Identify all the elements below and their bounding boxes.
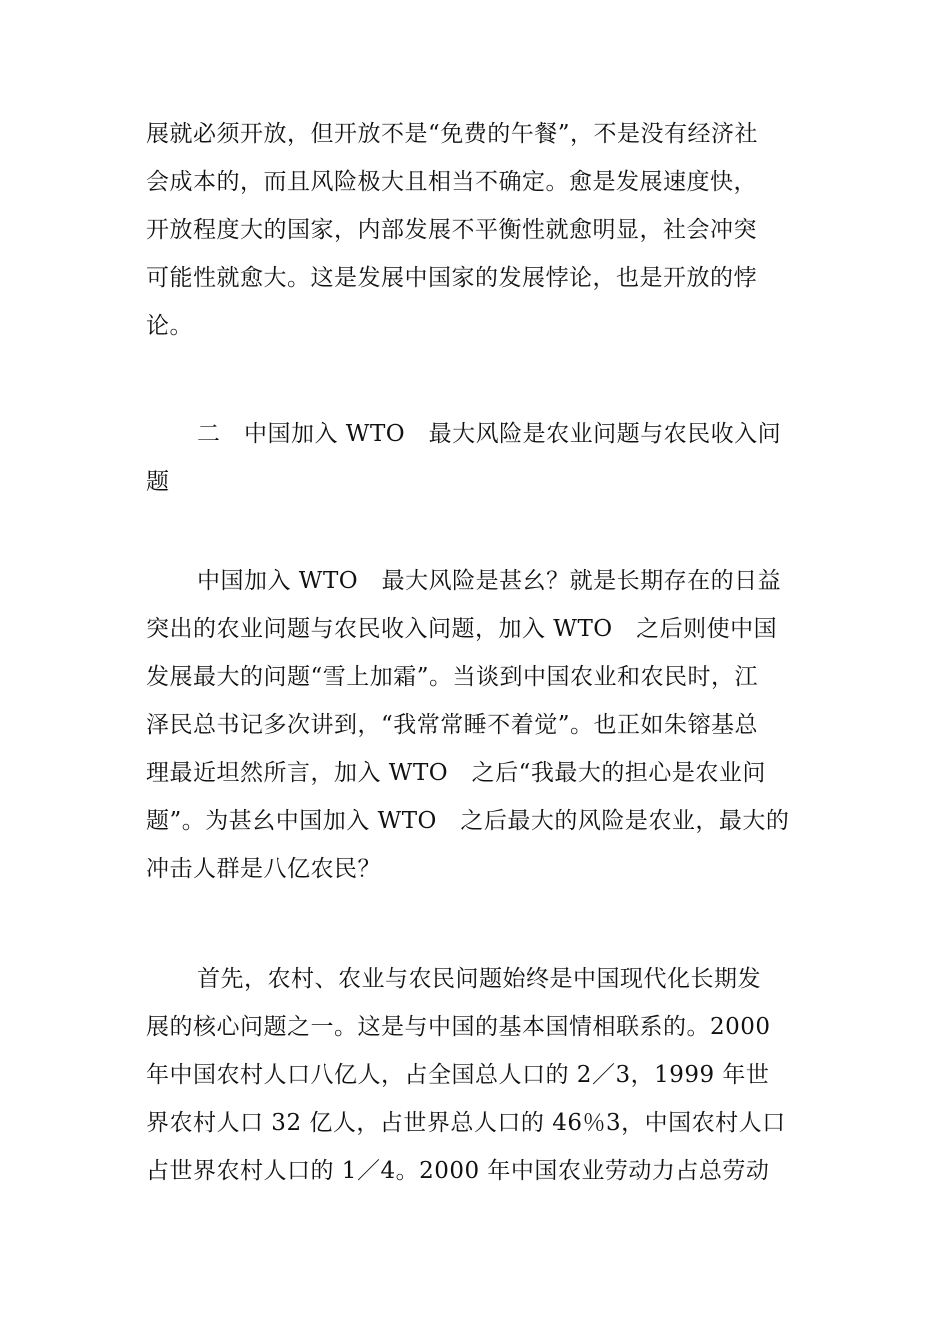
text-line: 突出的农业问题与农民收入问题，加入 WTO 之后则使中国	[146, 616, 778, 642]
text-line: 题”。为甚幺中国加入 WTO 之后最大的风险是农业，最大的	[146, 808, 790, 834]
paragraph-2	[146, 557, 806, 893]
text-line: 中国加入 WTO 最大风险是甚幺？就是长期存在的日益	[197, 568, 782, 594]
heading-line: 二 中国加入 WTO 最大风险是农业问题与农民收入问	[197, 421, 782, 447]
section-heading	[146, 410, 806, 506]
text-line: 占世界农村人口的 1／4。2000 年中国农业劳动力占总劳动	[146, 1158, 770, 1184]
text-line: 泽民总书记多次讲到，“我常常睡不着觉”。也正如朱镕基总	[146, 712, 759, 738]
text-line: 可能性就愈大。这是发展中国家的发展悖论，也是开放的悖	[146, 265, 757, 291]
text-line: 发展最大的问题“雪上加霜”。当谈到中国农业和农民时，江	[146, 664, 759, 690]
text-line: 首先，农村、农业与农民问题始终是中国现代化长期发	[197, 966, 761, 992]
text-line: 会成本的，而且风险极大且相当不确定。愈是发展速度快，	[146, 169, 757, 195]
text-line: 论。	[146, 313, 193, 339]
text-line: 理最近坦然所言，加入 WTO 之后“我最大的担心是农业问	[146, 760, 766, 786]
text-line: 展就必须开放，但开放不是“免费的午餐”，不是没有经济社	[146, 121, 759, 147]
text-line: 冲击人群是八亿农民？	[146, 856, 381, 882]
paragraph-1	[146, 110, 806, 350]
heading-line: 题	[146, 469, 170, 495]
text-line: 界农村人口 32 亿人，占世界总人口的 46％3，中国农村人口	[146, 1110, 786, 1136]
text-line: 展的核心问题之一。这是与中国的基本国情相联系的。2000	[146, 1014, 771, 1040]
paragraph-3	[146, 955, 806, 1195]
text-line: 年中国农村人口八亿人，占全国总人口的 2／3，1999 年世	[146, 1062, 770, 1088]
text-line: 开放程度大的国家，内部发展不平衡性就愈明显，社会冲突	[146, 217, 757, 243]
